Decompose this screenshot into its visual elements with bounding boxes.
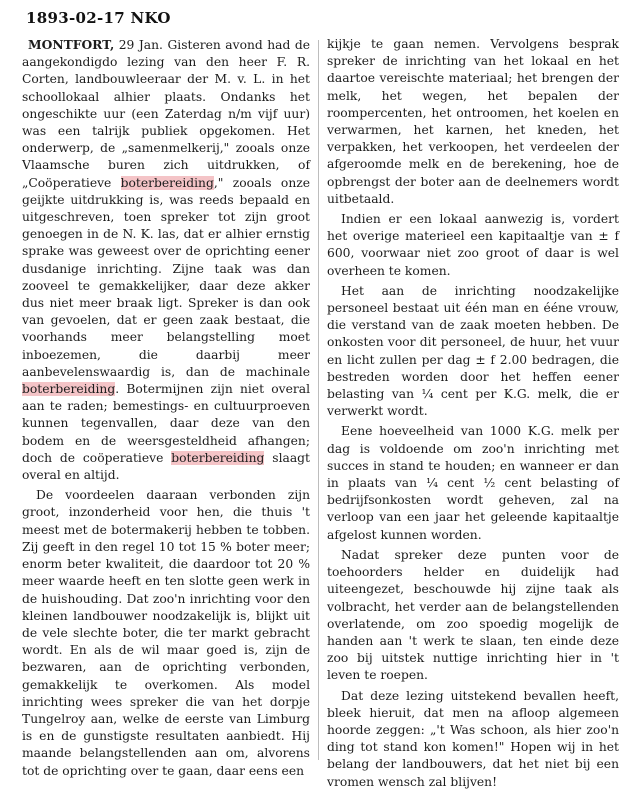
paragraph-text: slaagt overal en altijd. (22, 450, 310, 483)
page-title: 1893-02-17 NKO (26, 9, 171, 27)
paragraph-text: . Botermijnen zijn niet overal aan te raden; bemestings- en cultuurproeven kunnen tegenvallen, daar deze van den bodem en de weersgesteldheid afhangen; doch de coöperatieve (22, 382, 310, 465)
article-paragraph: Het aan de inrichting noodzakelijke personeel bestaat uit één man en ééne vrouw, die verstand van de zaak moeten hebben. De onkosten voor dit personeel, de huur, het vuur en licht zullen per dag ± f 2.00 bedragen, die bestreden worden door het heffen eener belasting van ¼ cent per K.G. melk, die er verwerkt wordt. (327, 283, 619, 419)
paragraph-text: ," zooals onze geijkte uitdrukking is, was reeds bepaald en uitgeschreven, toen spreker tot zijn groot genoegen in de N. K. las, dat er alhier ernstig sprake was geweest over de oprichting eener dusdanige inrichting. Zijne taak was dan zooveel te gemakkelijker, daar deze akker dus niet meer braak ligt. Spreker is dan ook van gevoelen, dat er geen zaak bestaat, die voorhands meer belangstelling moet inboezemen, die daarbij meer aanbevelenswaardig is, dan de machinale (22, 175, 310, 379)
highlighted-term: boterbereiding (22, 382, 116, 397)
article-column-left (22, 36, 310, 780)
article-paragraph: Indien er een lokaal aanwezig is, vordert het overige materieel een kapitaaltje van ± f 600, voorwaar niet zoo groot of daar is wel overheen te komen. (327, 212, 619, 278)
highlighted-term: boterbereiding (120, 175, 214, 190)
article-paragraph: De voordeelen daaraan verbonden zijn groot, inzonderheid voor hen, die thuis 't meest met de botermakerij hebben te tobben. Zij geeft in den regel 10 tot 15 % boter meer; enorm beter kwaliteit, die daardoor tot 20 % meer waarde heeft en ten slotte geen werk in de huishouding. Dat zoo'n inrichting voor den kleinen landbouwer noodzakelijk is, blijkt uit de vele slechte boter, die ter markt gebracht wordt. En als de wil maar goed is, zijn de bezwaren, aan de oprichting verbonden, gemakkelijk te overkomen. Als model inrichting wees spreker die van het dorpje Tungelroy aan, welke de eerste van Limburg is en de gunstigste resultaten aanbiedt. Hij maande belangstellenden aan om, alvorens tot de oprichting over te gaan, daar eens een (22, 488, 310, 778)
highlighted-term: boterbereiding (171, 450, 265, 465)
paragraph-text: 29 Jan. Gisteren avond had de aangekondigdo lezing van den heer F. R. Corten, landbouwleeraar der M. v. L. in het schoollokaal alhier plaats. Ondanks het ongeschikte uur (een Zaterdag n/m vijf uur) was een talrijk publiek opgekomen. Het onderwerp, de „samenmelkerij," zooals onze Vlaamsche buren zich uitdrukken, of „Coöperatieve (22, 38, 310, 190)
column-divider (318, 40, 319, 760)
article-paragraph: Dat deze lezing uitstekend bevallen heeft, bleek hieruit, dat men na afloop algemeen hoorde zeggen: „'t Was schoon, als hier zoo'n ding tot stand kon komen!" Hopen wij in het belang der landbouwers, dat het niet bij een vromen wensch zal blijven! (327, 688, 619, 789)
article-paragraph: Nadat spreker deze punten voor de toehoorders helder en duidelijk had uiteengezet, beschouwde hij zijne taak als volbracht, het verder aan de belangstellenden overlatende, om zoo spoedig mogelijk de handen aan 't werk te slaan, ten einde deze zoo bij uitstek nuttige inrichting hier in 't leven te roepen. (327, 547, 619, 683)
article-paragraph: kijkje te gaan nemen. Vervolgens besprak spreker de inrichting van het lokaal en het daartoe vereischte materiaal; het brengen der melk, het wegen, het bepalen der roompercenten, het ontroomen, het koelen en verwarmen, het karnen, het kneden, het verpakken, het verkoopen, het verdeelen der afgeroomde melk en de berekening, hoe de opbrengst der boter aan de deelnemers wordt uitbetaald. (327, 37, 619, 206)
article-paragraph (22, 36, 310, 484)
article-paragraph: Eene hoeveelheid van 1000 K.G. melk per dag is voldoende om zoo'n inrichting met succes in stand te houden; en wanneer er dan in plaats van ¼ cent ½ cent belasting of bedrijfsonkosten wordt geheven, zal na verloop van een jaar het geleende kapitaaltje afgelost kunnen worden. (327, 424, 619, 542)
article-column-right (327, 36, 619, 791)
place-heading: MONTFORT, (28, 37, 115, 52)
